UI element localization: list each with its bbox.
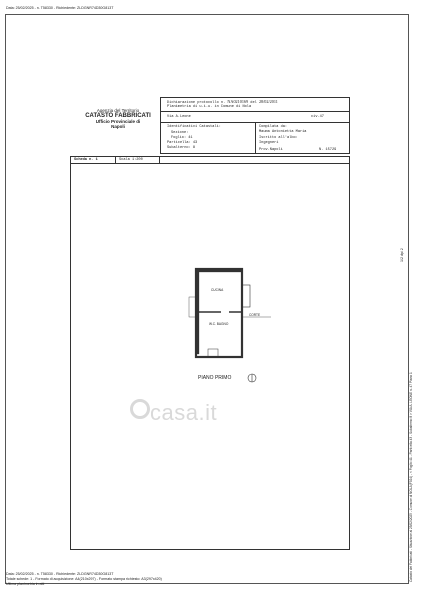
agency-block bbox=[63, 108, 173, 129]
planimetria-line: Planimetria di u.i.u. in Comune di Nola bbox=[167, 105, 252, 109]
del-label: del bbox=[250, 101, 257, 105]
prov-value: Prov.Napoli bbox=[259, 148, 283, 152]
corte-label: CORTE bbox=[249, 313, 261, 317]
albo-value: Ingegneri bbox=[259, 141, 279, 145]
identificativi-title: Identificativi Catastali: bbox=[167, 125, 221, 129]
bottom-format-line: Totale schede: 1 - Formato di acquisizione: A4(210x297) - Formato stampa richiesto: A3(297x420) bbox=[6, 577, 162, 581]
dichiarazione-label: Dichiarazione protocollo n. bbox=[167, 101, 226, 105]
agency-name: Agenzia del Territorio bbox=[96, 108, 140, 113]
iscritto-label: Iscritto all'albo: bbox=[259, 136, 298, 140]
watermark-logo-icon bbox=[130, 399, 150, 419]
outer-wall bbox=[196, 269, 242, 357]
bottom-status-line: Ultima planimetria in atti bbox=[6, 582, 45, 586]
particella-field: Particella: 43 bbox=[167, 141, 198, 145]
foglio-field: Foglio: 41 bbox=[171, 136, 193, 140]
balcony bbox=[242, 285, 250, 307]
compilata-nome: Mauma Antonietta Maria bbox=[259, 130, 307, 134]
subalterno-field: Subalterno: 8 bbox=[167, 146, 196, 150]
compilata-title: Compilata da: bbox=[259, 125, 288, 129]
room-cucina: CUCINA bbox=[211, 288, 224, 292]
north-arrow bbox=[248, 374, 256, 382]
side-catasto-note: Catasto dei Fabbricati - Situazione al 25/02/2025 - Comune di NOLA(F924) - < Foglio 41 - Particella 43 - Subalterno 8 > VIA A. LEONE n. 47 Piano 1 bbox=[409, 372, 413, 582]
watermark-text: casa.it bbox=[150, 400, 218, 425]
bottom-request-line: Data: 25/02/2025 - n. T58330 - Richiedente: ZLDGNR74D30G813T bbox=[6, 572, 114, 576]
protocollo-number: NA0210169 bbox=[227, 99, 249, 104]
catasto-title: CATASTO FABBRICATI bbox=[85, 113, 151, 119]
door-opening bbox=[221, 311, 229, 313]
province-label: Napoli bbox=[111, 124, 125, 129]
scala-label: Scala 1:200 bbox=[119, 158, 143, 162]
room-bagno: W.C. BAGNO bbox=[209, 322, 229, 326]
entry-step bbox=[208, 349, 218, 357]
address-civico: civ.47 bbox=[311, 115, 324, 119]
sezione-field: Sezione: bbox=[171, 131, 189, 135]
piano-label: PIANO PRIMO bbox=[198, 375, 232, 381]
address-via: Via A.Leone bbox=[167, 115, 191, 119]
protocollo-date: 28/02/2011 bbox=[258, 99, 278, 104]
side-scale-note: 1/2 dpi 2 bbox=[400, 248, 404, 262]
top-request-line: Data: 25/02/2025 - n. T58330 - Richiedente: ZLDGNR74D30G813T bbox=[6, 6, 114, 10]
ufficio-label: Ufficio Provinciale di bbox=[95, 119, 141, 124]
floor-plan bbox=[71, 157, 351, 551]
albo-number: N. 15729 bbox=[319, 148, 337, 152]
scheda-label: Scheda n. 1 bbox=[74, 158, 98, 162]
header-info-box bbox=[160, 97, 350, 154]
drawing-area bbox=[70, 156, 350, 550]
